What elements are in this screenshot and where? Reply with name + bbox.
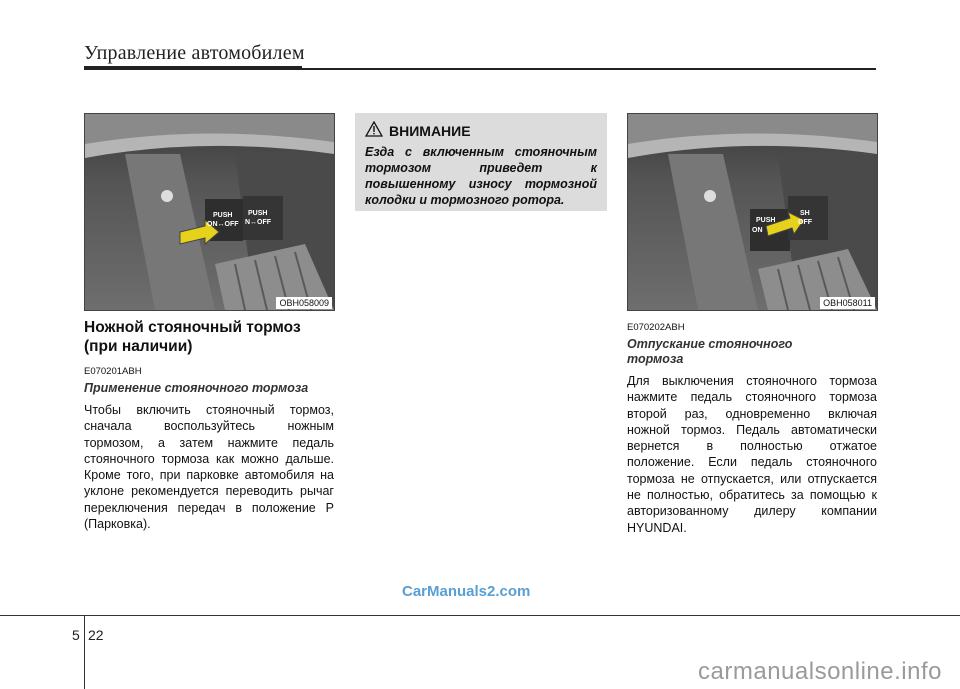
warning-title: ВНИМАНИЕ (389, 122, 471, 139)
warning-header (365, 121, 597, 140)
pedal-label-left-bottom: ON (752, 227, 763, 234)
pedal-photo-right (627, 113, 878, 311)
watermark-link[interactable]: CarManuals2.com (402, 583, 531, 600)
body-paragraph: Чтобы включить стояночный тормоз, сначала воспользуйтесь ножным тормозом, а затем нажмите педаль стояночного тормоза как можно дальше. Кроме того, при парковке автомобиля на уклоне рекомендуется переводить рычаг переключения передач в положение P (Парковка). (84, 403, 334, 532)
chapter-number: 5 (72, 627, 80, 643)
page-header-title: Управление автомобилем (84, 42, 305, 64)
pedal-label-right-top: SH (800, 210, 810, 217)
pedal-label-right-bottom: OFF (798, 219, 812, 226)
section-heading-line1: Ножной стояночный тормоз (84, 319, 301, 336)
pedal-photo-left (84, 113, 335, 311)
site-watermark: carmanualsonline.info (698, 658, 942, 685)
section-heading-line2: (при наличии) (84, 338, 193, 355)
footer-divider (84, 615, 85, 689)
figure-code: OBH058011 (820, 297, 875, 309)
pedal-label-left-bottom: ON↔OFF (207, 221, 239, 228)
header-rule-thin (302, 68, 876, 70)
right-column (627, 312, 877, 536)
subsection-heading (627, 337, 877, 367)
body-paragraph: Для выключения стояночного тормоза нажмите педаль стояночного тормоза второй раз, одновременно включая ножной тормоз. Педаль автоматически вернется в полностью отжатое положение. Если педаль стояночного тормоза не отпускается, или отпускается не полностью, обратитесь за помощью к авторизованному дилеру компании HYUNDAI. (627, 374, 877, 535)
warning-text: Езда с включенным стояночным тормозом приведет к повышенному износу тормозной колодки и тормозного ротора. (365, 145, 597, 207)
subsection-heading-line2: тормоза (627, 352, 684, 366)
warning-triangle-icon (365, 121, 383, 140)
pedal-label-right-top: PUSH (248, 210, 268, 217)
section-code: E070201ABH (84, 366, 142, 377)
subsection-heading: Применение стояночного тормоза (84, 381, 309, 395)
warning-box (355, 113, 607, 211)
subsection-heading-line1: Отпускание стояночного (627, 337, 793, 351)
figure-code: OBH058009 (276, 297, 332, 309)
left-column (84, 318, 334, 532)
section-heading (84, 318, 334, 356)
header-rule (84, 66, 302, 70)
pedal-label-left-top: PUSH (213, 212, 233, 219)
pedal-label-left-top: PUSH (756, 217, 776, 224)
pedal-label-right-bottom: N↔OFF (245, 219, 272, 226)
page-number: 22 (88, 627, 104, 643)
section-code: E070202ABH (627, 322, 685, 333)
footer-rule (0, 615, 960, 616)
